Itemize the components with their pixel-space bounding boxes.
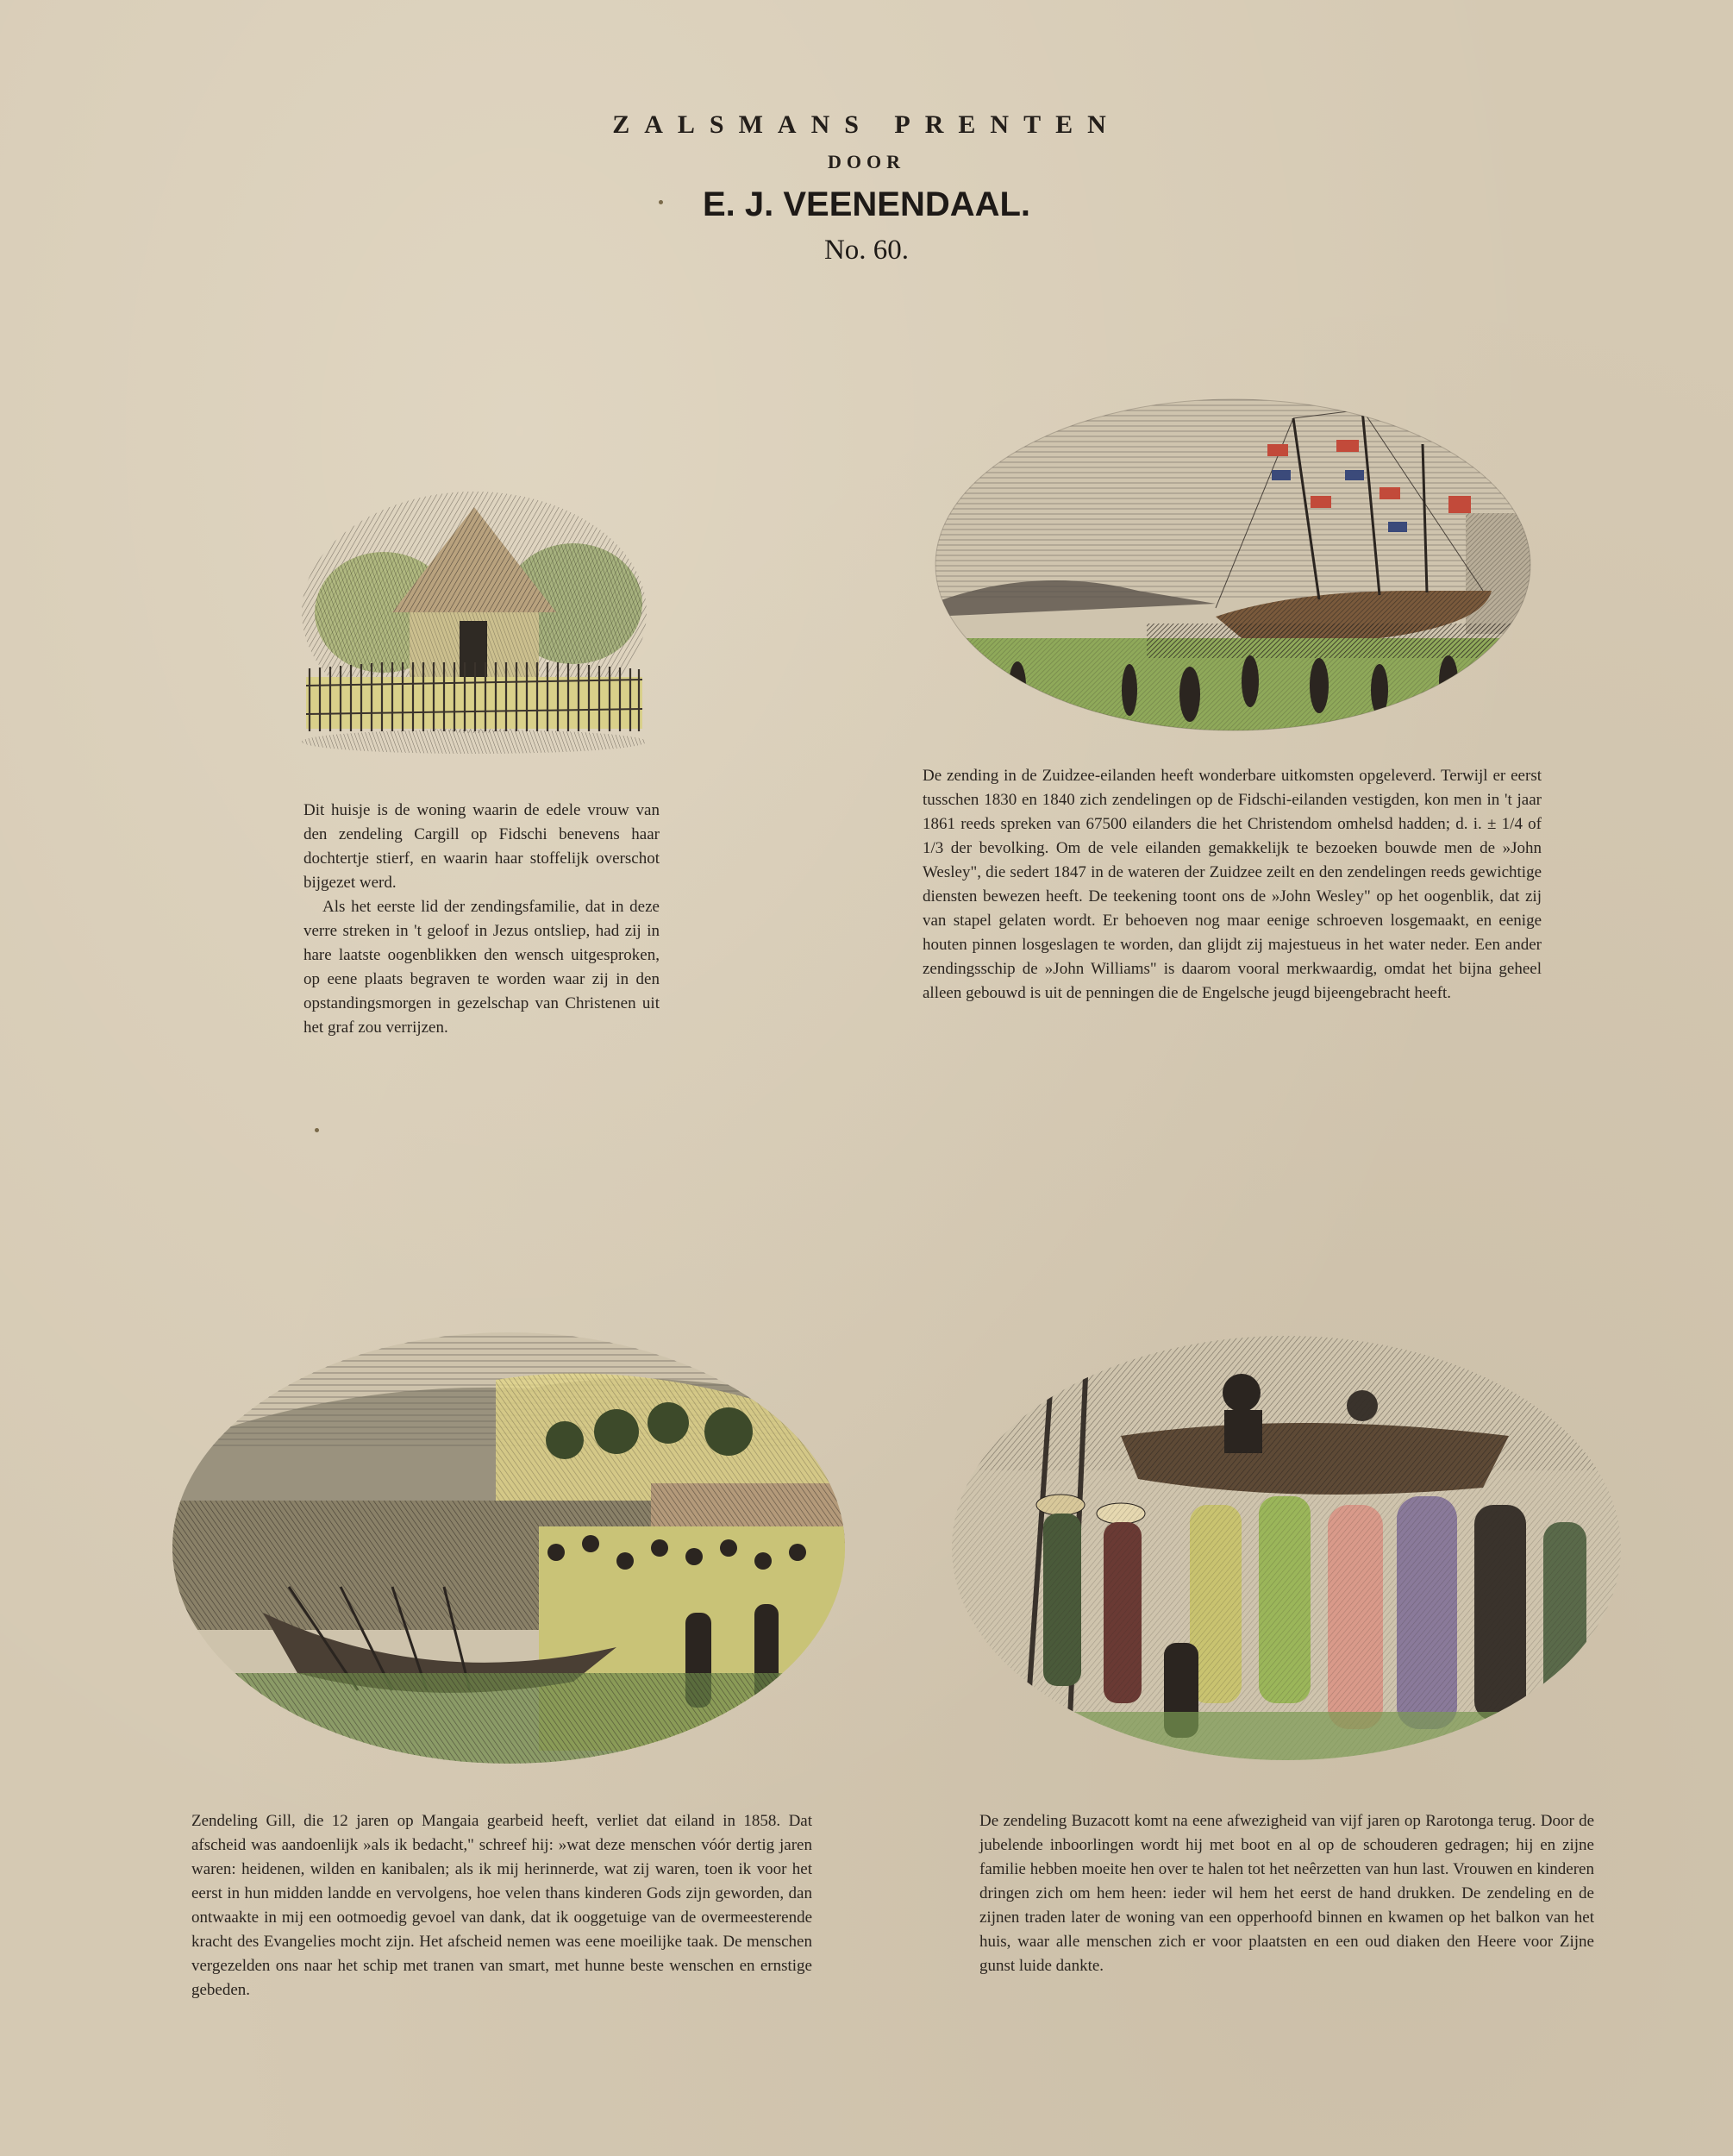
caption-paragraph: De zendeling Buzacott komt na eene afwezigheid van vijf jaren op Rarotonga terug. Door de jubelende inboorlingen wordt hij met boot en al op de schouderen gedragen; hij en zijne familie hebben moeite hen over te halen tot het neêrzetten van hun last. Vrouwen en kinderen dringen zich om hem heen: ieder wil hem het eerst de hand drukken. De zendeling en de zijnen traden later de woning van een opperhoofd binnen en kwamen op het balkon van het huis, waar alle menschen zich er voor plaatsten en een oud diaken den Heere voor Zijne gunst luide dankte.	[979, 1812, 1594, 1975]
series-title: ZALSMANS PRENTEN	[612, 110, 1121, 139]
paper-speck	[659, 200, 663, 204]
hut-caption	[303, 799, 660, 1040]
paper-speck	[315, 1128, 319, 1132]
hut-illustration	[289, 483, 660, 759]
ship-launch-caption	[923, 764, 1542, 1006]
returning-missionary-illustration	[948, 1332, 1625, 1764]
caption-paragraph: De zending in de Zuidzee-eilanden heeft wonderbare uitkomsten opgeleverd. Terwijl er eerst tusschen 1830 en 1840 zich zendelingen op de Fidschi-eilanden vestigden, kon men in 't jaar 1861 reeds spreken van 67500 eilanders die het Christendom omhelsd hadden; d. i. ± 1/4 of 1/3 der bevolking. Om de vele eilanden gemakkelijk te bezoeken bouwde men de »John Wesley", die sedert 1847 in de wateren der Zuidzee zeilt en den zendelingen reeds gewichtige diensten bewezen heeft. De teekening toont ons de »John Wesley" op het oogenblik, dat zij van stapel gelaten wordt. Er behoeven nog maar eenige schroeven losgemaakt, en eenige houten pinnen losgeslagen te worden, dan glijdt zij majestueus in het water neder. Een ander zendingsschip de »John Williams" is daarom vooral merkwaardig, omdat het bijna geheel alleen gebouwd is uit de penningen die de Engelsche jeugd bijeengebracht heeft.	[923, 767, 1542, 1002]
caption-paragraph: Als het eerste lid der zendingsfamilie, dat in deze verre streken in 't geloof in Jezus ontsliep, had zij in hare laatste oogenblikken den wensch uitgesproken, op eene plaats begraven te worden waar zij in den opstandingsmorgen in gezelschap van Christenen uit het graf zou verrijzen.	[303, 898, 660, 1037]
ship-launch-illustration	[931, 392, 1535, 733]
return-caption	[979, 1809, 1594, 1978]
departure-boat-illustration	[168, 1328, 849, 1768]
caption-paragraph: Zendeling Gill, die 12 jaren op Mangaia gearbeid heeft, verliet dat eiland in 1858. Dat afscheid was aandoenlijk »als ik bedacht," schreef hij: »wat deze menschen vóór dertig jaren waren: heidenen, wilden en kanibalen; als ik mij herinnerde, wat zij waren, toen ik voor het eerst in hun midden landde en vervolgens, hoe velen thans kinderen Gods zijn geworden, dan ontwaakte in mij een ootmoedig gevoel van dank, dat ik ooggetuige van de overmeesterende kracht des Evangelies mocht zijn. Het afscheid nemen was eene moeilijke taak. De menschen vergezelden ons naar het schip met tranen van smart, met hunne beste wenschen en ernstige gebeden.	[191, 1812, 812, 1999]
by-line: DOOR	[828, 151, 905, 172]
caption-paragraph: Dit huisje is de woning waarin de edele vrouw van den zendeling Cargill op Fidschi benevens haar dochtertje stierf, en waarin haar stoffelijk overschot bijgezet werd.	[303, 801, 660, 892]
departure-caption	[191, 1809, 812, 2002]
print-number: No. 60.	[823, 235, 910, 266]
author-name: E. J. VEENENDAAL.	[702, 185, 1031, 223]
